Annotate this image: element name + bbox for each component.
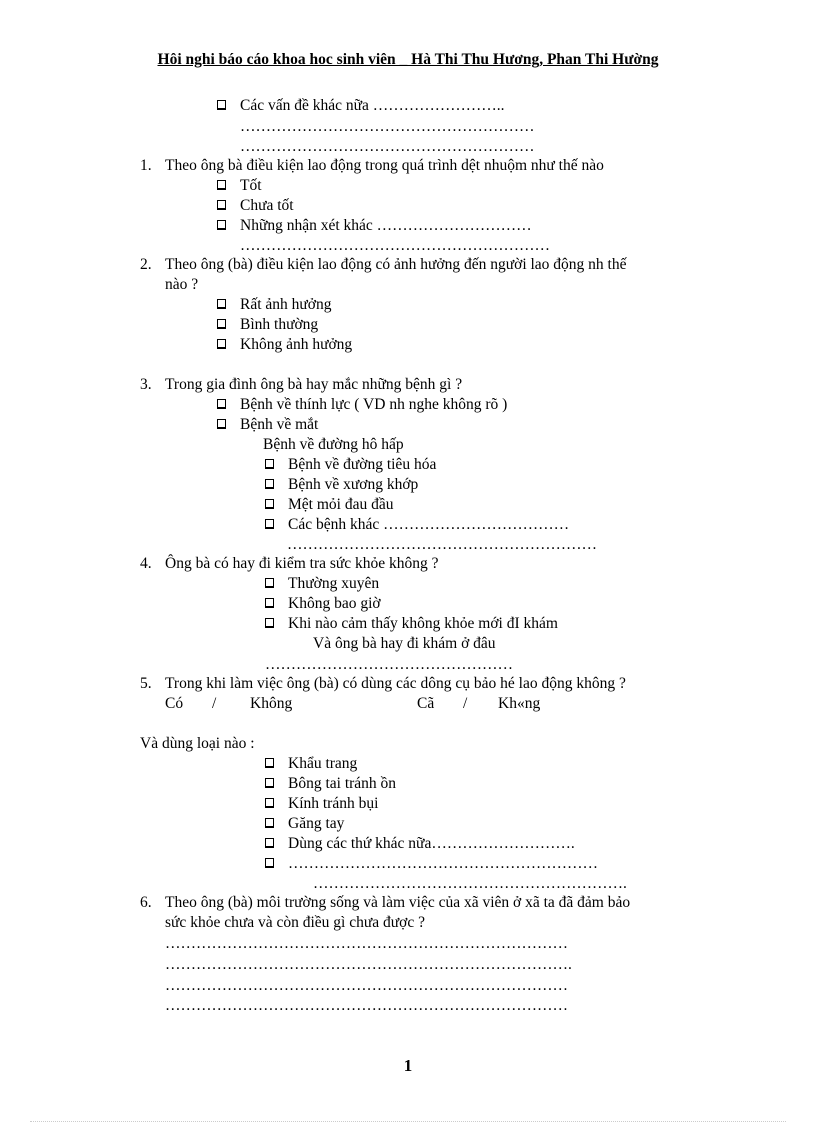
blank-line: …………………………………………………: [240, 118, 535, 135]
checkbox-item: Những nhận xét khác …………………………: [217, 216, 532, 236]
checkbox-icon[interactable]: [265, 818, 274, 828]
checkbox-icon[interactable]: [217, 339, 226, 349]
checkbox-icon[interactable]: [265, 798, 274, 808]
checkbox-icon[interactable]: [265, 519, 274, 529]
blank-line: …………………………………………: [265, 656, 513, 673]
question-5: 5. Trong khi làm việc ông (bà) có dùng các dông cụ bảo hé lao động không ?: [140, 675, 626, 692]
checkbox-item: ……………………………………………………: [265, 854, 598, 874]
checkbox-item: Bệnh về xương khớp: [265, 475, 418, 495]
checkbox-item: Khẩu trang: [265, 754, 357, 774]
checkbox-item: Bệnh về đường tiêu hóa: [265, 455, 436, 475]
blank-line: …………………………………………………: [240, 138, 535, 155]
blank-line: …………………………………………………….: [313, 875, 627, 892]
checkbox-icon[interactable]: [217, 399, 226, 409]
checkbox-icon[interactable]: [217, 180, 226, 190]
question-2-cont: nào ?: [165, 276, 199, 293]
checkbox-icon[interactable]: [265, 838, 274, 848]
checkbox-item: Khi nào cảm thấy không khỏe mới đI khám: [265, 614, 558, 634]
checkbox-icon[interactable]: [265, 459, 274, 469]
checkbox-icon[interactable]: [217, 100, 226, 110]
answer-khng: Kh«ng: [498, 695, 541, 712]
blank-line[interactable]: …………………………………………………………………….: [165, 956, 572, 973]
checkbox-icon[interactable]: [217, 299, 226, 309]
checkbox-item: Không ảnh hưởng: [217, 335, 352, 355]
checkbox-item: Bệnh về thính lực ( VD nh nghe không rõ ): [217, 395, 507, 415]
blank-line[interactable]: ……………………………………………………………………: [165, 935, 568, 952]
checkbox-icon[interactable]: [217, 200, 226, 210]
answer-co: Có: [165, 695, 184, 712]
checkbox-icon[interactable]: [217, 419, 226, 429]
checkbox-item: Bông tai tránh ồn: [265, 774, 396, 794]
checkbox-item: Kính tránh bụi: [265, 794, 378, 814]
answer-khong: Không: [250, 695, 293, 712]
checkbox-icon[interactable]: [265, 778, 274, 788]
checkbox-icon[interactable]: [217, 319, 226, 329]
checkbox-item: Mệt mỏi đau đầu: [265, 495, 393, 515]
checkbox-item: Rất ảnh hưởng: [217, 295, 332, 315]
blank-line[interactable]: ……………………………………………………………………: [165, 997, 568, 1014]
checkbox-icon[interactable]: [265, 479, 274, 489]
blank-line[interactable]: ……………………………………………………………………: [165, 977, 568, 994]
page-border: [30, 1121, 786, 1122]
checkbox-item: Tốt: [217, 176, 262, 196]
checkbox-icon[interactable]: [265, 578, 274, 588]
question-2: 2. Theo ông (bà) điều kiện lao động có ảnh hưởng đến người lao động nh thế: [140, 256, 627, 273]
checkbox-icon[interactable]: [265, 499, 274, 509]
checkbox-icon[interactable]: [265, 618, 274, 628]
checkbox-item: Dùng các thứ khác nữa……………………….: [265, 834, 575, 854]
question-6: 6. Theo ông (bà) môi trường sống và làm việc của xã viên ở xã ta đã đảm bảo: [140, 894, 631, 911]
question-3: 3. Trong gia đình ông bà hay mắc những bệnh gì ?: [140, 376, 463, 393]
checkbox-icon[interactable]: [265, 598, 274, 608]
checkbox-item: Thường xuyên: [265, 574, 379, 594]
blank-line: ……………………………………………………: [287, 536, 597, 553]
checkbox-icon[interactable]: [265, 858, 274, 868]
checkbox-item: Các bệnh khác ………………………………: [265, 515, 569, 535]
slash: /: [463, 695, 468, 712]
checkbox-item: Các vấn đề khác nữa ……………………..: [217, 96, 505, 116]
option-text: Bệnh về đường hô hấp: [263, 436, 404, 453]
blank-line: ……………………………………………………: [240, 237, 550, 254]
checkbox-icon[interactable]: [265, 758, 274, 768]
checkbox-item: Không bao giờ: [265, 594, 381, 614]
question-6-cont: sức khỏe chưa và còn điều gì chưa được ?: [165, 914, 425, 931]
answer-ca: Cã: [417, 695, 435, 712]
checkbox-item: Chưa tốt: [217, 196, 294, 216]
question-4: 4. Ông bà có hay đi kiểm tra sức khỏe không ?: [140, 555, 439, 572]
page-number: 1: [403, 1056, 413, 1075]
page-header: Hôi nghi báo cáo khoa hoc sinh viên _ Hà Thi Thu Hương, Phan Thi Hường: [157, 51, 659, 68]
checkbox-item: Bệnh về mắt: [217, 415, 318, 435]
checkbox-item: Bình thường: [217, 315, 318, 335]
question-5-sub: Và dùng loại nào :: [140, 735, 255, 752]
option-text: Và ông bà hay đi khám ở đâu: [313, 635, 496, 652]
slash: /: [212, 695, 217, 712]
checkbox-icon[interactable]: [217, 220, 226, 230]
question-1: 1. Theo ông bà điều kiện lao động trong quá trình dệt nhuộm như thế nào: [140, 157, 604, 174]
checkbox-item: Găng tay: [265, 814, 344, 834]
